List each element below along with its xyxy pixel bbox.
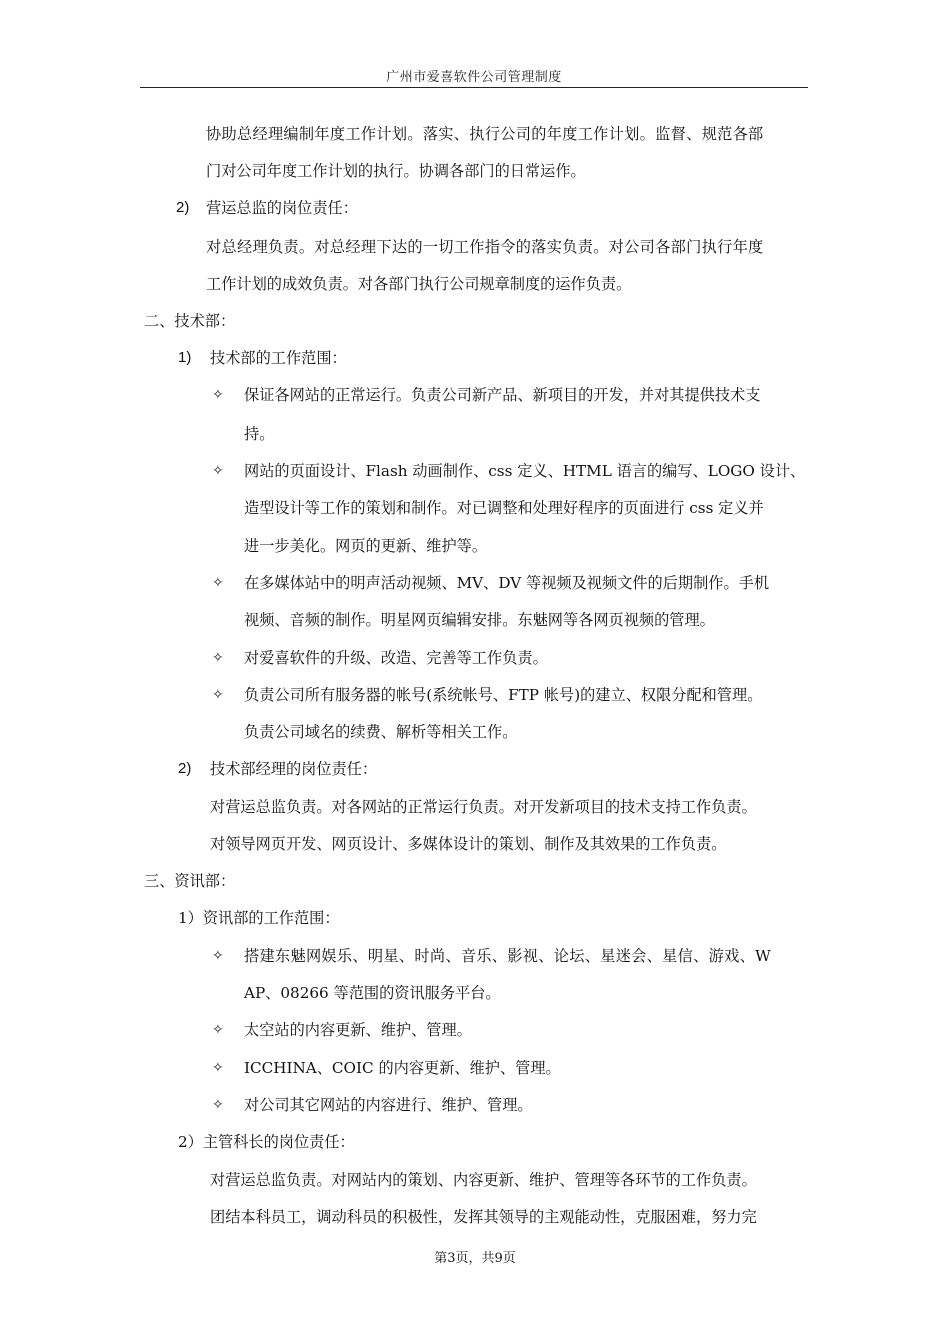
bullet-text: 太空站的内容更新、维护、管理。 bbox=[244, 1021, 472, 1039]
paragraph-line: 对营运总监负责。对网站内的策划、内容更新、维护、管理等各环节的工作负责。 bbox=[210, 1171, 757, 1189]
list-number: 1) bbox=[178, 349, 192, 366]
bullet-text: 造型设计等工作的策划和制作。对已调整和处理好程序的页面进行 css 定义并 bbox=[244, 499, 764, 517]
bullet-text: 对公司其它网站的内容进行、维护、管理。 bbox=[244, 1096, 533, 1114]
page-footer: 第3页，共9页 bbox=[434, 1251, 516, 1266]
bullet-text: 对爱喜软件的升级、改造、完善等工作负责。 bbox=[244, 649, 548, 667]
page-header-title: 广州市爱喜软件公司管理制度 bbox=[386, 70, 562, 85]
diamond-bullet-icon: ✧ bbox=[212, 650, 224, 666]
bullet-text: 进一步美化。网页的更新、维护等。 bbox=[244, 537, 487, 555]
list-heading: 2）主管科长的岗位责任： bbox=[178, 1133, 355, 1151]
paragraph-line: 门对公司年度工作计划的执行。协调各部门的日常运作。 bbox=[206, 162, 586, 180]
list-heading: 技术部的工作范围： bbox=[210, 349, 347, 367]
bullet-text: 持。 bbox=[244, 425, 275, 443]
section-heading: 三、资讯部： bbox=[144, 872, 236, 890]
list-heading: 1）资讯部的工作范围： bbox=[178, 909, 340, 927]
diamond-bullet-icon: ✧ bbox=[212, 1022, 224, 1038]
diamond-bullet-icon: ✧ bbox=[212, 948, 224, 964]
bullet-text: 保证各网站的正常运行。负责公司新产品、新项目的开发，并对其提供技术支 bbox=[244, 386, 761, 404]
paragraph-line: 协助总经理编制年度工作计划。落实、执行公司的年度工作计划。监督、规范各部 bbox=[206, 125, 764, 143]
list-heading: 技术部经理的岗位责任： bbox=[210, 760, 378, 778]
header-divider bbox=[140, 87, 808, 88]
section-heading: 二、技术部： bbox=[144, 312, 236, 330]
list-number: 2) bbox=[176, 199, 190, 216]
paragraph-line: 工作计划的成效负责。对各部门执行公司规章制度的运作负责。 bbox=[206, 275, 632, 293]
diamond-bullet-icon: ✧ bbox=[212, 1060, 224, 1076]
paragraph-line: 团结本科员工，调动科员的积极性，发挥其领导的主观能动性，克服困难，努力完 bbox=[210, 1208, 757, 1226]
paragraph-line: 对营运总监负责。对各网站的正常运行负责。对开发新项目的技术支持工作负责。 bbox=[210, 798, 757, 816]
list-heading: 营运总监的岗位责任： bbox=[206, 199, 358, 217]
bullet-text: 负责公司所有服务器的帐号(系统帐号、FTP 帐号)的建立、权限分配和管理。 bbox=[244, 686, 763, 704]
diamond-bullet-icon: ✧ bbox=[212, 687, 224, 703]
bullet-text: 搭建东魅网娱乐、明星、时尚、音乐、影视、论坛、星迷会、星信、游戏、W bbox=[244, 947, 771, 965]
paragraph-line: 对总经理负责。对总经理下达的一切工作指令的落实负责。对公司各部门执行年度 bbox=[206, 238, 764, 256]
diamond-bullet-icon: ✧ bbox=[212, 575, 224, 591]
bullet-text: 网站的页面设计、Flash 动画制作、css 定义、HTML 语言的编写、LOGO 设计、 bbox=[244, 462, 806, 480]
diamond-bullet-icon: ✧ bbox=[212, 387, 224, 403]
bullet-text: 在多媒体站中的明声活动视频、MV、DV 等视频及视频文件的后期制作。手机 bbox=[244, 574, 770, 592]
paragraph-line: 对领导网页开发、网页设计、多媒体设计的策划、制作及其效果的工作负责。 bbox=[210, 835, 727, 853]
bullet-text: ICCHINA、COIC 的内容更新、维护、管理。 bbox=[244, 1059, 561, 1077]
diamond-bullet-icon: ✧ bbox=[212, 1097, 224, 1113]
list-number: 2) bbox=[178, 760, 192, 777]
bullet-text: 视频、音频的制作。明星网页编辑安排。东魅网等各网页视频的管理。 bbox=[244, 611, 715, 629]
bullet-text: 负责公司域名的续费、解析等相关工作。 bbox=[244, 723, 518, 741]
bullet-text: AP、08266 等范围的资讯服务平台。 bbox=[244, 984, 501, 1002]
diamond-bullet-icon: ✧ bbox=[212, 463, 224, 479]
